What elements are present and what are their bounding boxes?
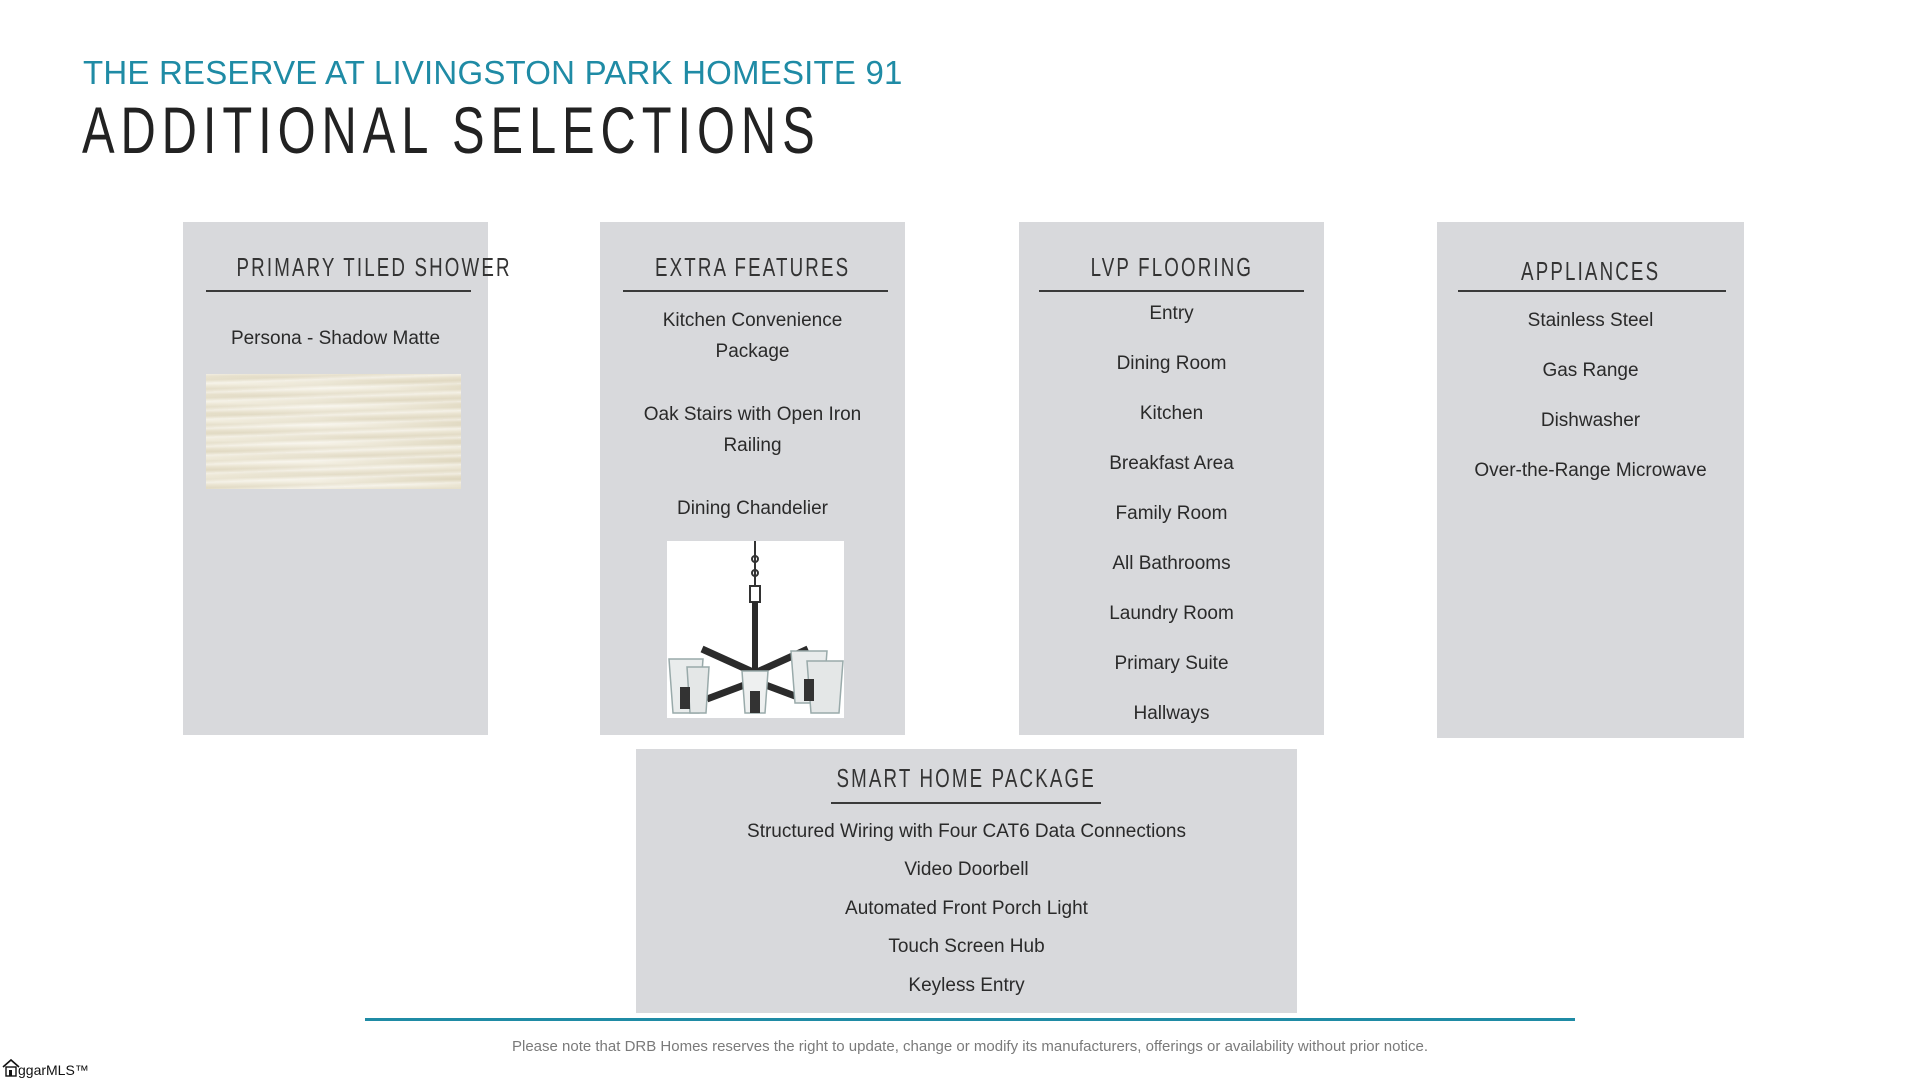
flooring-item: Entry <box>1149 303 1194 324</box>
chandelier-icon <box>667 541 844 718</box>
card-heading: LVP FLOORING <box>1090 252 1253 282</box>
extra-item: Dining Chandelier <box>676 498 829 519</box>
appliance-item: Gas Range <box>1542 360 1639 381</box>
flooring-item: Dining Room <box>1116 353 1227 374</box>
community-subtitle: THE RESERVE AT LIVINGSTON PARK HOMESITE 91 <box>83 54 903 91</box>
extra-item: Package <box>715 341 790 362</box>
mls-label: ggarMLS™ <box>18 1062 89 1078</box>
heading-divider <box>623 290 888 292</box>
smart-home-item: Keyless Entry <box>908 975 1025 996</box>
extra-item: Kitchen Convenience <box>662 310 843 331</box>
shower-item: Persona - Shadow Matte <box>230 328 441 349</box>
appliance-item: Stainless Steel <box>1527 310 1654 331</box>
card-heading: APPLIANCES <box>1520 256 1661 286</box>
card-heading: SMART HOME PACKAGE <box>836 763 1097 793</box>
flooring-item: Breakfast Area <box>1109 453 1234 474</box>
smart-home-item: Touch Screen Hub <box>888 936 1045 957</box>
flooring-item: Kitchen <box>1139 403 1204 424</box>
appliance-item: Dishwasher <box>1540 410 1641 431</box>
page-title: ADDITIONAL SELECTIONS <box>82 93 821 167</box>
extra-features-card <box>600 222 905 735</box>
smart-home-package-card <box>636 749 1297 1013</box>
flooring-item: Primary Suite <box>1114 653 1229 674</box>
footer-divider <box>365 1018 1575 1021</box>
tile-swatch-image <box>206 374 461 489</box>
appliance-item: Over-the-Range Microwave <box>1474 460 1707 481</box>
heading-divider <box>1458 290 1726 292</box>
smart-home-item: Structured Wiring with Four CAT6 Data Connections <box>747 821 1186 842</box>
heading-divider <box>1039 290 1304 292</box>
smart-home-item: Video Doorbell <box>904 859 1029 880</box>
disclaimer-note: Please note that DRB Homes reserves the right to update, change or modify its manufacturers, offerings or availability without prior notice. <box>511 1038 1428 1055</box>
primary-tiled-shower-card <box>183 222 512 735</box>
flooring-item: All Bathrooms <box>1112 553 1231 574</box>
card-heading: EXTRA FEATURES <box>654 252 851 282</box>
extra-item: Railing <box>723 435 782 456</box>
smart-home-item: Automated Front Porch Light <box>845 898 1088 919</box>
card-heading: PRIMARY TILED SHOWER <box>236 252 512 282</box>
lvp-flooring-card <box>1019 222 1324 735</box>
appliances-card <box>1437 222 1744 738</box>
chandelier-image <box>667 541 844 718</box>
flooring-item: Hallways <box>1133 703 1210 724</box>
extra-item: Oak Stairs with Open Iron <box>643 404 862 425</box>
heading-divider <box>206 290 471 292</box>
flooring-item: Laundry Room <box>1109 603 1234 624</box>
mls-watermark <box>0 1058 100 1080</box>
flooring-item: Family Room <box>1115 503 1228 524</box>
heading-divider <box>831 802 1101 804</box>
